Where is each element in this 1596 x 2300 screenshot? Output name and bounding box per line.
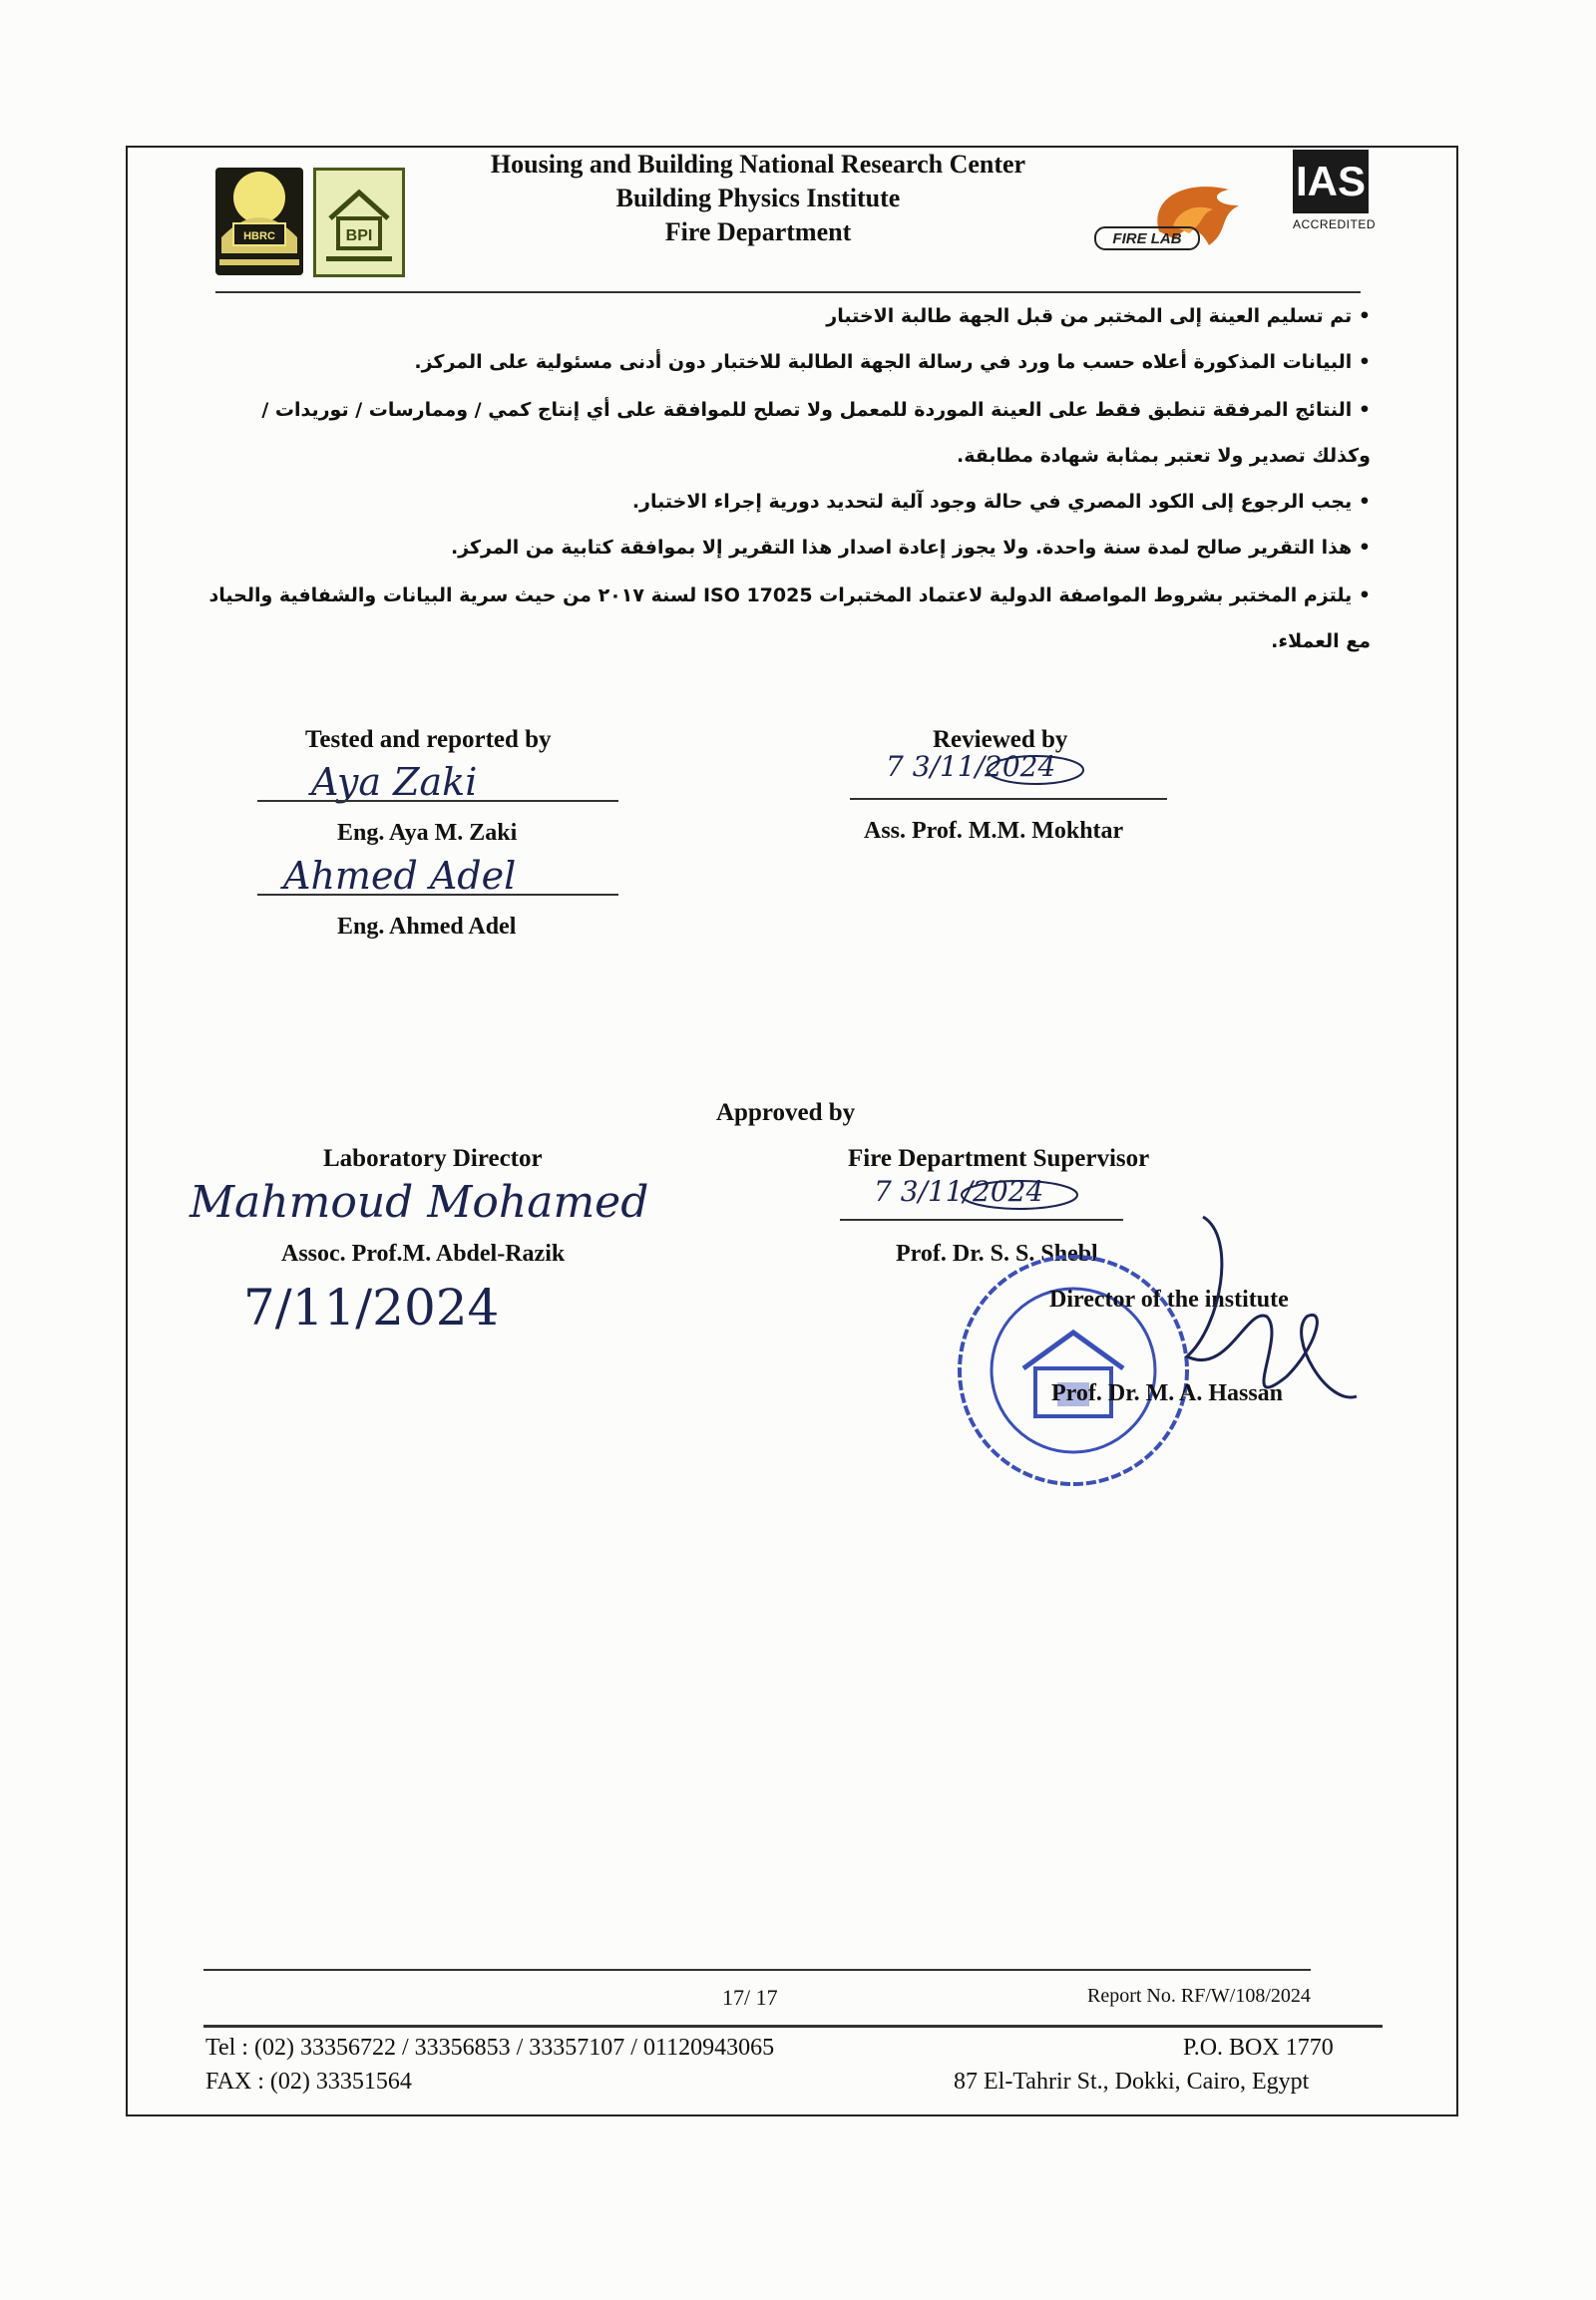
tested-signature-1: Aya Zaki (311, 760, 478, 804)
hbrc-logo (215, 168, 303, 275)
svg-text:HBRC: HBRC (243, 230, 275, 242)
tested-signature-2: Ahmed Adel (283, 854, 517, 898)
footer-fax: FAX : (02) 33351564 (205, 2069, 412, 2095)
tested-name-2: Eng. Ahmed Adel (337, 914, 517, 940)
footer-top-divider (203, 1969, 1311, 1971)
tested-sig-line-2 (257, 894, 618, 896)
note-5: • هذا التقرير صالح لمدة سنة واحدة. ولا يجوز إعادة اصدار هذا التقرير إلا بموافقة كتابية من المركز. (450, 537, 1371, 559)
header-line-3: Fire Department (664, 217, 852, 246)
reviewed-name: Ass. Prof. M.M. Mokhtar (864, 818, 1124, 844)
footer-pobox: P.O. BOX 1770 (1183, 2035, 1334, 2061)
svg-text:BPI: BPI (345, 227, 373, 244)
director-name: Prof. Dr. M. A. Hassan (1051, 1380, 1284, 1406)
header-line-1: Housing and Building National Research Center (490, 150, 1026, 179)
tested-name-1: Eng. Aya M. Zaki (337, 820, 518, 846)
reviewed-label: Reviewed by (933, 726, 1068, 753)
lab-director-signature: Mahmoud Mohamed (190, 1177, 649, 1228)
reviewed-date: 7 3/11/2024 (886, 750, 1056, 783)
supervisor-date: 7 3/11/2024 (874, 1175, 1044, 1208)
ias-logo (1293, 150, 1377, 267)
page-number: 17/ 17 (722, 1985, 778, 2010)
supervisor-sig-line (840, 1219, 1123, 1221)
tested-sig-line-1 (257, 800, 618, 802)
lab-director-name: Assoc. Prof.M. Abdel-Razik (281, 1241, 566, 1267)
bpi-logo (313, 168, 405, 277)
footer-divider (203, 2025, 1383, 2028)
note-3: • النتائج المرفقة تنطبق فقط على العينة الموردة للمعمل ولا تصلح للموافقة على أي إنتاج كمي / وممارسات / توريدات / وكذلك تصدير ولا تعتبر بمثابة شهادة مطابقة. (261, 399, 1371, 467)
firelab-logo (1089, 176, 1249, 261)
report-number: Report No. RF/W/108/2024 (1087, 1985, 1311, 2007)
director-signature-icon (1177, 1207, 1367, 1436)
lab-director-date: 7/11/2024 (243, 1279, 500, 1337)
footer-address: 87 El-Tahrir St., Dokki, Cairo, Egypt (954, 2069, 1310, 2095)
ias-accredited: ACCREDITED (1293, 217, 1377, 231)
ias-mark: IAS (1293, 150, 1369, 213)
tested-label: Tested and reported by (305, 726, 552, 753)
supervisor-name: Prof. Dr. S. S. Shebl (896, 1241, 1098, 1267)
header-line-2: Building Physics Institute (615, 184, 901, 212)
director-label: Director of the institute (1049, 1287, 1289, 1313)
lab-director-label: Laboratory Director (323, 1145, 543, 1172)
note-2: • البيانات المذكورة أعلاه حسب ما ورد في رسالة الجهة الطالبة للاختبار دون أدنى مسئولية على المركز. (414, 351, 1371, 373)
approved-label: Approved by (716, 1099, 856, 1126)
svg-text:FIRE LAB: FIRE LAB (1112, 230, 1182, 247)
note-6: • يلتزم المختبر بشروط المواصفة الدولية لاعتماد المختبرات ISO 17025 لسنة ٢٠١٧ من حيث سرية البيانات والشفافية والحياد مع العملاء. (208, 584, 1371, 652)
note-1: • تم تسليم العينة إلى المختبر من قبل الجهة طالبة الاختبار (826, 305, 1371, 327)
note-4: • يجب الرجوع إلى الكود المصري في حالة وجود آلية لتحديد دورية إجراء الاختبار. (631, 491, 1371, 513)
reviewed-sig-line (850, 798, 1167, 800)
supervisor-label: Fire Department Supervisor (848, 1145, 1150, 1172)
footer-tel: Tel : (02) 33356722 / 33356853 / 33357107 / 01120943065 (205, 2035, 775, 2061)
